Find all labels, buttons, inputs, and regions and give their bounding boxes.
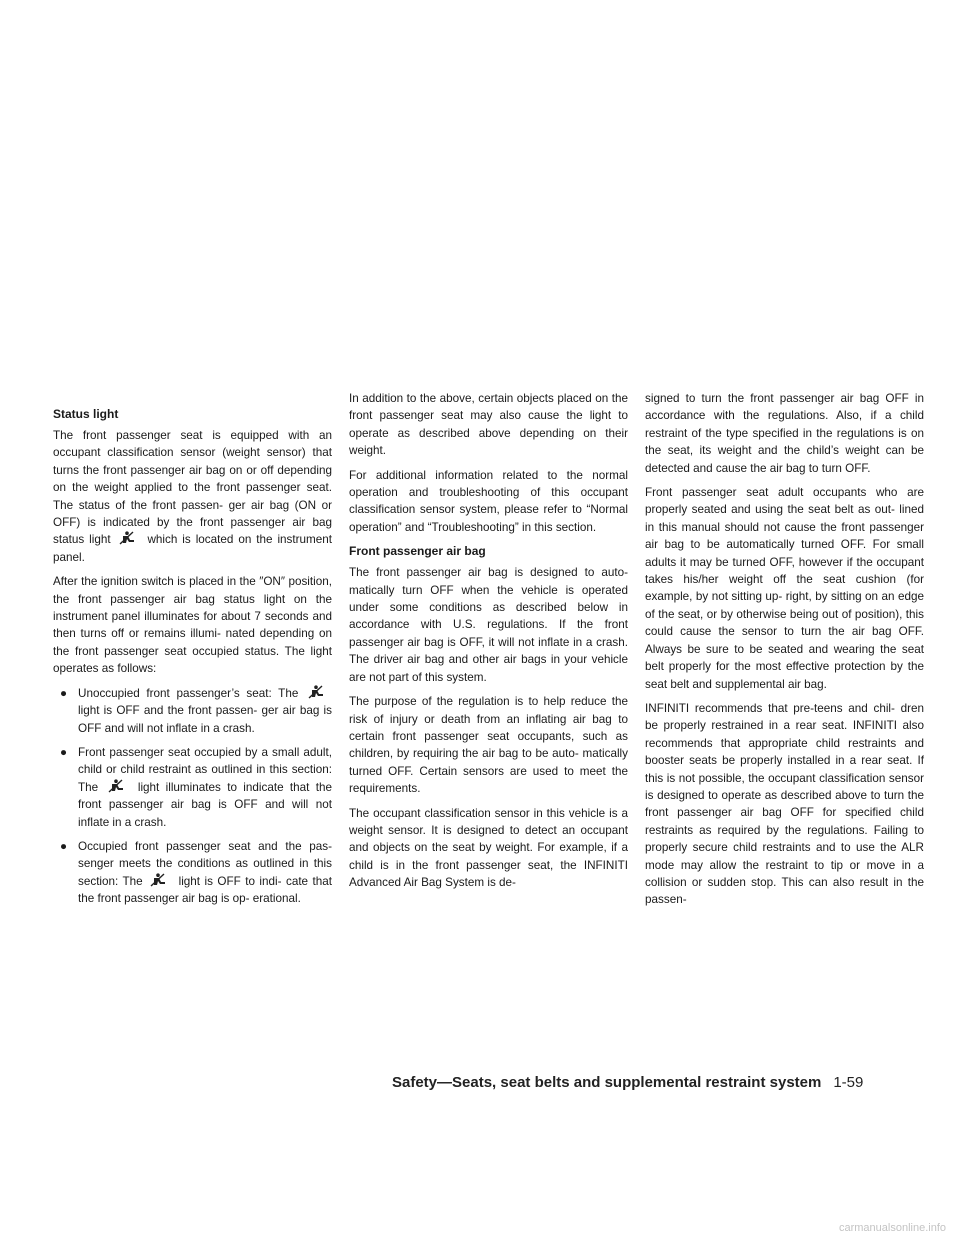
passenger-airbag-off-icon [106,779,126,793]
section-heading-status-light: Status light [53,407,119,421]
paragraph: For additional information related to the normal operation and troubleshooting of this occupant classification sensor system, please refer to “Normal operation” and “Troubleshooting” in this section. [349,468,628,534]
page-footer [392,1074,932,1100]
list-item-text: Unoccupied front passenger’s seat: The [78,686,299,700]
list-item-text: Occupied front passenger seat and the pas- senger meets the conditions as outlined in this section: The [78,839,332,888]
bullet-marker: ● [60,839,68,853]
list-item-text: light is OFF to indi- cate that the front passenger air bag is op- erational. [78,874,333,906]
column-left [53,406,332,915]
bullet-list [53,685,332,908]
paragraph-text: which is located on the instrument panel. [53,533,333,564]
list-item-text: Front passenger seat occupied by a small adult, child or child restraint as outlined in this section: The [78,745,332,794]
paragraph: The front passenger air bag is designed to auto- matically turn OFF when the vehicle is operated under some conditions as described below in accordance with U.S. regulations. If the front passenger air bag is OFF, it will not inflate in a crash. The driver air bag and other air bags in your vehicle are not part of this system. [349,566,628,684]
watermark: carmanualsonline.info [838,1222,946,1234]
paragraph: Front passenger seat adult occupants who are properly seated and using the seat belt as out- lined in this manual should not cause the front passenger air bag to be automatically turned OFF. For small adults it may be turned OFF, however if the occupant takes his/her weight off the seat cushion (for example, by not sitting up- right, by sitting on an edge of the seat, or by otherwise being out of position), this could cause the sensor to turn the air bag OFF. Always be sure to be seated and wearing the seat belt properly for the most effective protection by the seat belt and supplemental air bag. [645,486,924,691]
paragraph: After the ignition switch is placed in the ″ON″ position, the front passenger air bag status light on the instrument panel illuminates for about 7 seconds and then turns off or remains illumi- nated depending on the front passenger seat occupied status. The light operates as follows: [53,575,332,676]
column-right [645,390,924,916]
passenger-airbag-off-icon [117,531,137,545]
footer-section-title: Safety—Seats, seat belts and supplemental restraint system [392,1074,822,1091]
section-heading-front-passenger-air-bag: Front passenger air bag [349,544,486,559]
list-item [53,685,332,737]
paragraph [53,427,332,566]
bullet-marker: ● [60,745,68,759]
paragraph: The occupant classification sensor in this vehicle is a weight sensor. It is designed to detect an occupant and objects on the seat by weight. For example, if a child is in the front passenger seat, the INFINITI Advanced Air Bag System is de- [349,806,628,890]
bullet-marker: ● [60,686,68,700]
paragraph: signed to turn the front passenger air bag OFF in accordance with the regulations. Also, if a child restraint of the type specified in the regulations is on the seat, its weight and the child’s weight can be detected and cause the air bag to turn OFF. [645,392,924,475]
list-item-text: light is OFF and the front passen- ger air bag is OFF and will not inflate in a crash. [78,704,332,735]
paragraph: In addition to the above, certain objects placed on the front passenger seat may also cause the light to operate as described above depending on their weight. [349,392,628,458]
list-item [53,744,332,831]
page-number: 1-59 [833,1074,864,1091]
paragraph-text: The front passenger seat is equipped with an occupant classification sensor (weight sensor) that turns the front passenger air bag on or off depending on the weight applied to the front passenger seat. The status of the front passen- ger air bag (ON or OFF) is indicated by the front passenger air bag status light [53,429,332,547]
list-item [53,838,332,908]
column-middle [349,390,628,899]
paragraph: The purpose of the regulation is to help reduce the risk of injury or death from an inflating air bag to certain front passenger seat occupants, such as children, by requiring the air bag to be auto- matically turned OFF. Certain sensors are used to meet the requirements. [349,695,628,796]
list-item-text: light illuminates to indicate that the front passenger air bag is OFF and will not inflate in a crash. [78,780,333,829]
passenger-airbag-off-icon [148,873,168,887]
paragraph: INFINITI recommends that pre-teens and chil- dren be properly restrained in a rear seat. INFINITI also recommends that appropriate child restraints and booster seats be properly installed in a rear seat. If this is not possible, the occupant classification sensor is designed to operate as described above to turn the front passenger air bag OFF for specified child restraints as required by the regulations. Failing to properly secure child restraints and to use the ALR mode may allow the restraint to tip or move in a collision or sudden stop. This can also result in the passen- [645,701,924,907]
passenger-airbag-off-icon [306,685,326,699]
